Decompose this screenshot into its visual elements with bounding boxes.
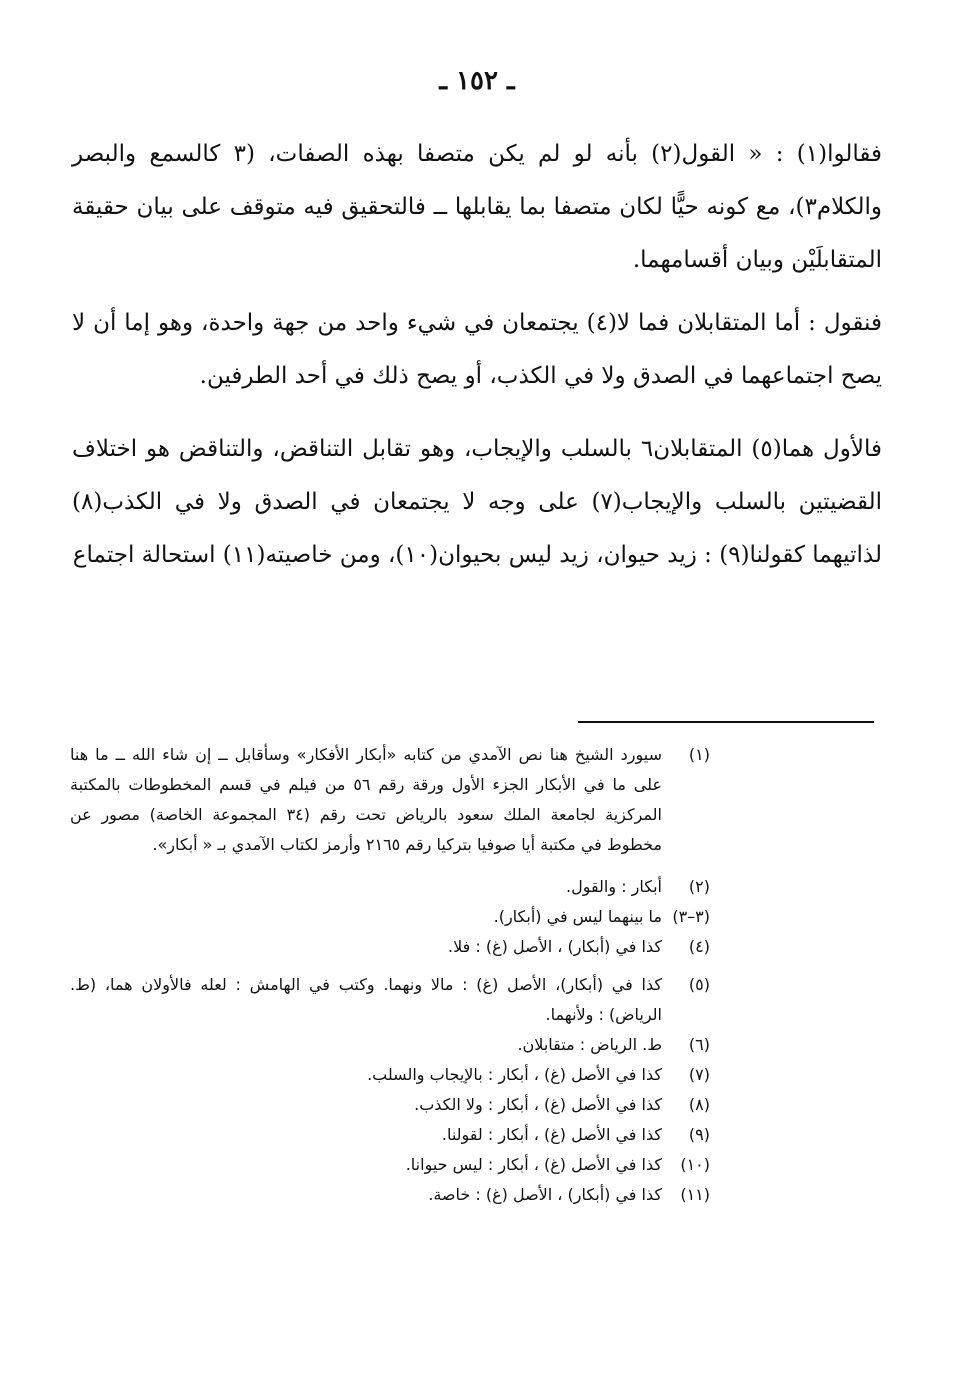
footnote-number: (٥) [688, 975, 710, 994]
footnotes [70, 740, 710, 1210]
footnote-text: كذا في الأصل (غ) ، أبكار : ولا الكذب. [414, 1095, 662, 1114]
footnote-item [70, 1090, 710, 1120]
footnote-item [70, 970, 710, 1030]
paragraph-2: فنقول : أما المتقابلان فما لا(٤) يجتمعان في شيء واحد من جهة واحدة، وهو إما أن لا يصح اجتماعهما في الصدق ولا في الكذب، أو يصح ذلك في أحد الطرفين. [72, 310, 882, 389]
footnote-text: ما بينهما ليس في (أبكار). [493, 907, 662, 926]
footnote-item [70, 1180, 710, 1210]
footnote-text: أبكار : والقول. [565, 877, 662, 896]
paragraph-3: فالأول هما(٥) المتقابلان٦ بالسلب والإيجاب، وهو تقابل التناقض، والتناقض هو اختلاف القضيتين بالسلب والإيجاب(٧) على وجه لا يجتمعان في الصدق ولا في الكذب(٨) لذاتيهما كقولنا(٩) : زيد حيوان، زيد ليس بحيوان(١٠)، ومن خاصيته(١١) استحالة اجتماع [72, 436, 882, 568]
footnote-number: (٣–٣) [672, 907, 710, 926]
footnote-text: سيورد الشيخ هنا نص الآمدي من كتابه «أبكار الأفكار» وسأقابل ــ إن شاء الله ــ ما هنا على ما في الأبكار الجزء الأول ورقة رقم ٥٦ من فيلم في قسم المخطوطات بالمكتبة المركزية لجامعة الملك سعود بالرياض تحت رقم (٣٤ المجموعة الخاصة) مصور عن مخطوط في مكتبة أيا صوفيا بتركيا رقم ٢١٦٥ وأرمز لكتاب الآمدي بـ « أبكار». [70, 745, 663, 854]
footnote-item [70, 1120, 710, 1150]
footnote-text: كذا في الأصل (غ) ، أبكار : ليس حيوانا. [405, 1155, 662, 1174]
paragraph-1: فقالوا(١) : « القول(٢) بأنه لو لم يكن متصفا بهذه الصفات، (٣ كالسمع والبصر والكلام٣)، مع كونه حيًّا لكان متصفا بما يقابلها ــ فالتحقيق فيه متوقف على بيان حقيقة المتقابلَيْن وبيان أقسامهما. [72, 141, 882, 273]
footnote-number: (٩) [688, 1125, 710, 1144]
main-text [72, 128, 882, 582]
footnote-text: كذا في الأصل (غ) ، أبكار : بالإيجاب والسلب. [367, 1065, 662, 1084]
footnote-number: (٦) [688, 1035, 710, 1054]
footnote-number: (١٠) [680, 1155, 710, 1174]
footnote-number: (٤) [688, 937, 710, 956]
footnote-item [70, 1060, 710, 1090]
footnote-item [70, 902, 710, 932]
page-number: ـ ١٥٢ ـ [439, 66, 515, 96]
footnote-item [70, 740, 710, 860]
footnote-item [70, 1150, 710, 1180]
footnote-item [70, 872, 710, 902]
footnote-number: (٨) [688, 1095, 710, 1114]
footnote-text: كذا في (أبكار) ، الأصل (غ) : فلا. [447, 937, 662, 956]
footnote-item [70, 932, 710, 962]
footnote-number: (١) [688, 745, 710, 764]
footnote-number: (١١) [680, 1185, 710, 1204]
footnote-text: ط. الرياض : متقابلان. [517, 1035, 662, 1054]
footnote-text: كذا في (أبكار)، الأصل (غ) : مالا ونهما. وكتب في الهامش : لعله فالأولان هما، (ط. الرياض) : ولأنهما. [70, 975, 662, 1024]
footnote-separator [578, 721, 874, 723]
footnote-text: كذا في الأصل (غ) ، أبكار : لقولنا. [441, 1125, 662, 1144]
footnote-text: كذا في (أبكار) ، الأصل (غ) : خاصة. [428, 1185, 662, 1204]
footnote-number: (٢) [688, 877, 710, 896]
footnote-item [70, 1030, 710, 1060]
footnote-number: (٧) [688, 1065, 710, 1084]
